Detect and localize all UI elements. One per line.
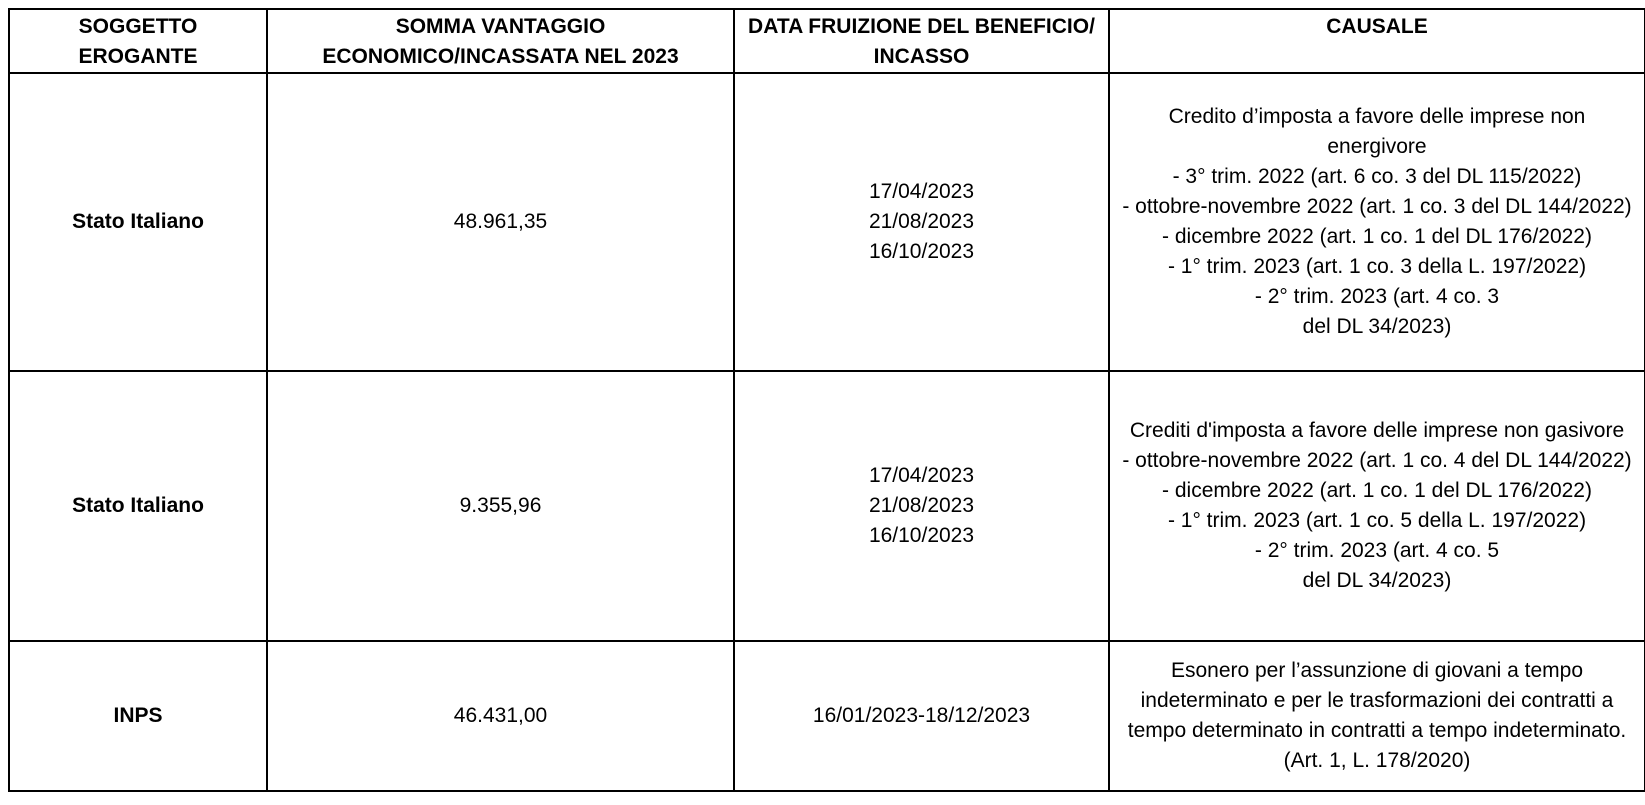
causale-line: - dicembre 2022 (art. 1 co. 1 del DL 176/2022) — [1162, 479, 1592, 502]
date-line: 17/04/2023 — [868, 180, 975, 203]
somma-cell: 46.431,00 — [267, 641, 734, 791]
causale-line: - dicembre 2022 (art. 1 co. 1 del DL 176/2022) — [1162, 225, 1592, 248]
header-causale: CAUSALE — [1109, 9, 1645, 73]
table-row — [9, 641, 1645, 791]
causale-line: - 2° trim. 2023 (art. 4 co. 5 — [1254, 539, 1500, 562]
header-data-fruizione: DATA FRUIZIONE DEL BENEFICIO/ INCASSO — [734, 9, 1109, 73]
header-somma-vantaggio: SOMMA VANTAGGIO ECONOMICO/INCASSATA NEL 2023 — [267, 9, 734, 73]
causale-line: (Art. 1, L. 178/2020) — [1283, 749, 1471, 772]
causale-line: - 1° trim. 2023 (art. 1 co. 3 della L. 197/2022) — [1167, 255, 1587, 278]
header-row — [9, 9, 1645, 73]
somma-cell: 48.961,35 — [267, 73, 734, 371]
causale-cell — [1109, 641, 1645, 791]
soggetto-cell: INPS — [9, 641, 267, 791]
causale-line: del DL 34/2023) — [1302, 315, 1452, 338]
causale-line: Esonero per l’assunzione di giovani a tempo indeterminato e per le trasformazioni dei contratti a tempo determinato in contratti a tempo indeterminato. — [1127, 659, 1627, 742]
date-line: 17/04/2023 — [868, 464, 975, 487]
soggetto-cell: Stato Italiano — [9, 73, 267, 371]
somma-cell: 9.355,96 — [267, 371, 734, 641]
causale-cell — [1109, 371, 1645, 641]
causale-line: - 1° trim. 2023 (art. 1 co. 5 della L. 197/2022) — [1167, 509, 1587, 532]
date-cell — [734, 371, 1109, 641]
table-row — [9, 73, 1645, 371]
causale-line: Credito d’imposta a favore delle imprese non energivore — [1168, 105, 1586, 158]
causale-line: - ottobre-novembre 2022 (art. 1 co. 4 del DL 144/2022) — [1122, 449, 1632, 472]
date-cell — [734, 641, 1109, 791]
date-line: 16/01/2023-18/12/2023 — [812, 704, 1031, 727]
causale-cell — [1109, 73, 1645, 371]
causale-line: - 3° trim. 2022 (art. 6 co. 3 del DL 115/2022) — [1172, 165, 1582, 188]
soggetto-cell: Stato Italiano — [9, 371, 267, 641]
causale-line: del DL 34/2023) — [1302, 569, 1452, 592]
benefits-table — [8, 8, 1645, 792]
date-line: 21/08/2023 — [868, 494, 975, 517]
date-cell — [734, 73, 1109, 371]
causale-line: Crediti d'imposta a favore delle imprese non gasivore — [1129, 419, 1625, 442]
date-line: 16/10/2023 — [868, 240, 975, 263]
date-line: 16/10/2023 — [868, 524, 975, 547]
header-soggetto-erogante: SOGGETTO EROGANTE — [9, 9, 267, 73]
causale-line: - ottobre-novembre 2022 (art. 1 co. 3 del DL 144/2022) — [1122, 195, 1632, 218]
table-row — [9, 371, 1645, 641]
date-line: 21/08/2023 — [868, 210, 975, 233]
causale-line: - 2° trim. 2023 (art. 4 co. 3 — [1254, 285, 1500, 308]
